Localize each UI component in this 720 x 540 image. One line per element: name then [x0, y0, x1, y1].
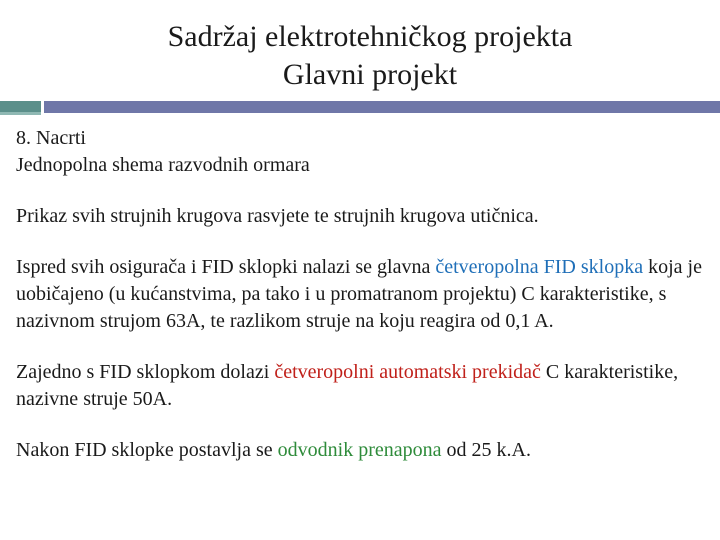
highlight-breaker: četveropolni automatski prekidač — [274, 361, 541, 383]
slide-title — [0, 18, 720, 94]
paragraph-surge-post: od 25 k.A. — [441, 439, 531, 461]
title-line-2: Glavni projekt — [282, 58, 458, 91]
section-heading: 8. Nacrti — [16, 127, 86, 149]
divider-accent-left-shade — [0, 112, 41, 115]
slide-body — [16, 125, 706, 464]
highlight-fid-switch: četveropolna FID sklopka — [435, 256, 644, 278]
subsection-heading: Jednopolna shema razvodnih ormara — [16, 154, 310, 176]
highlight-surge-arrester: odvodnik prenapona — [277, 439, 442, 461]
paragraph-breaker — [16, 359, 706, 413]
paragraph-circuits: Prikaz svih strujnih krugova rasvjete te strujnih krugova utičnica. — [16, 205, 539, 227]
title-line-1: Sadržaj elektrotehničkog projekta — [167, 20, 573, 53]
paragraph-breaker-post: C karakteristike, nazivne struje 50A. — [16, 361, 679, 410]
paragraph-main-switch — [16, 254, 706, 335]
paragraph-surge — [16, 437, 706, 464]
paragraph-breaker-pre: Zajedno s FID sklopkom dolazi — [16, 361, 275, 383]
paragraph-surge-pre: Nakon FID sklopke postavlja se — [16, 439, 278, 461]
divider-bar-right — [44, 101, 720, 113]
paragraph-main-switch-pre: Ispred svih osigurača i FID sklopki nalazi se glavna — [16, 256, 436, 278]
title-divider — [0, 98, 720, 118]
paragraph-main-switch-post: koja je uobičajeno (u kućanstvima, pa tako i u promatranom projektu) C karakteristike, s nazivnom strujom 63A, te razlikom struje na koju reagira od 0,1 A. — [16, 256, 702, 332]
